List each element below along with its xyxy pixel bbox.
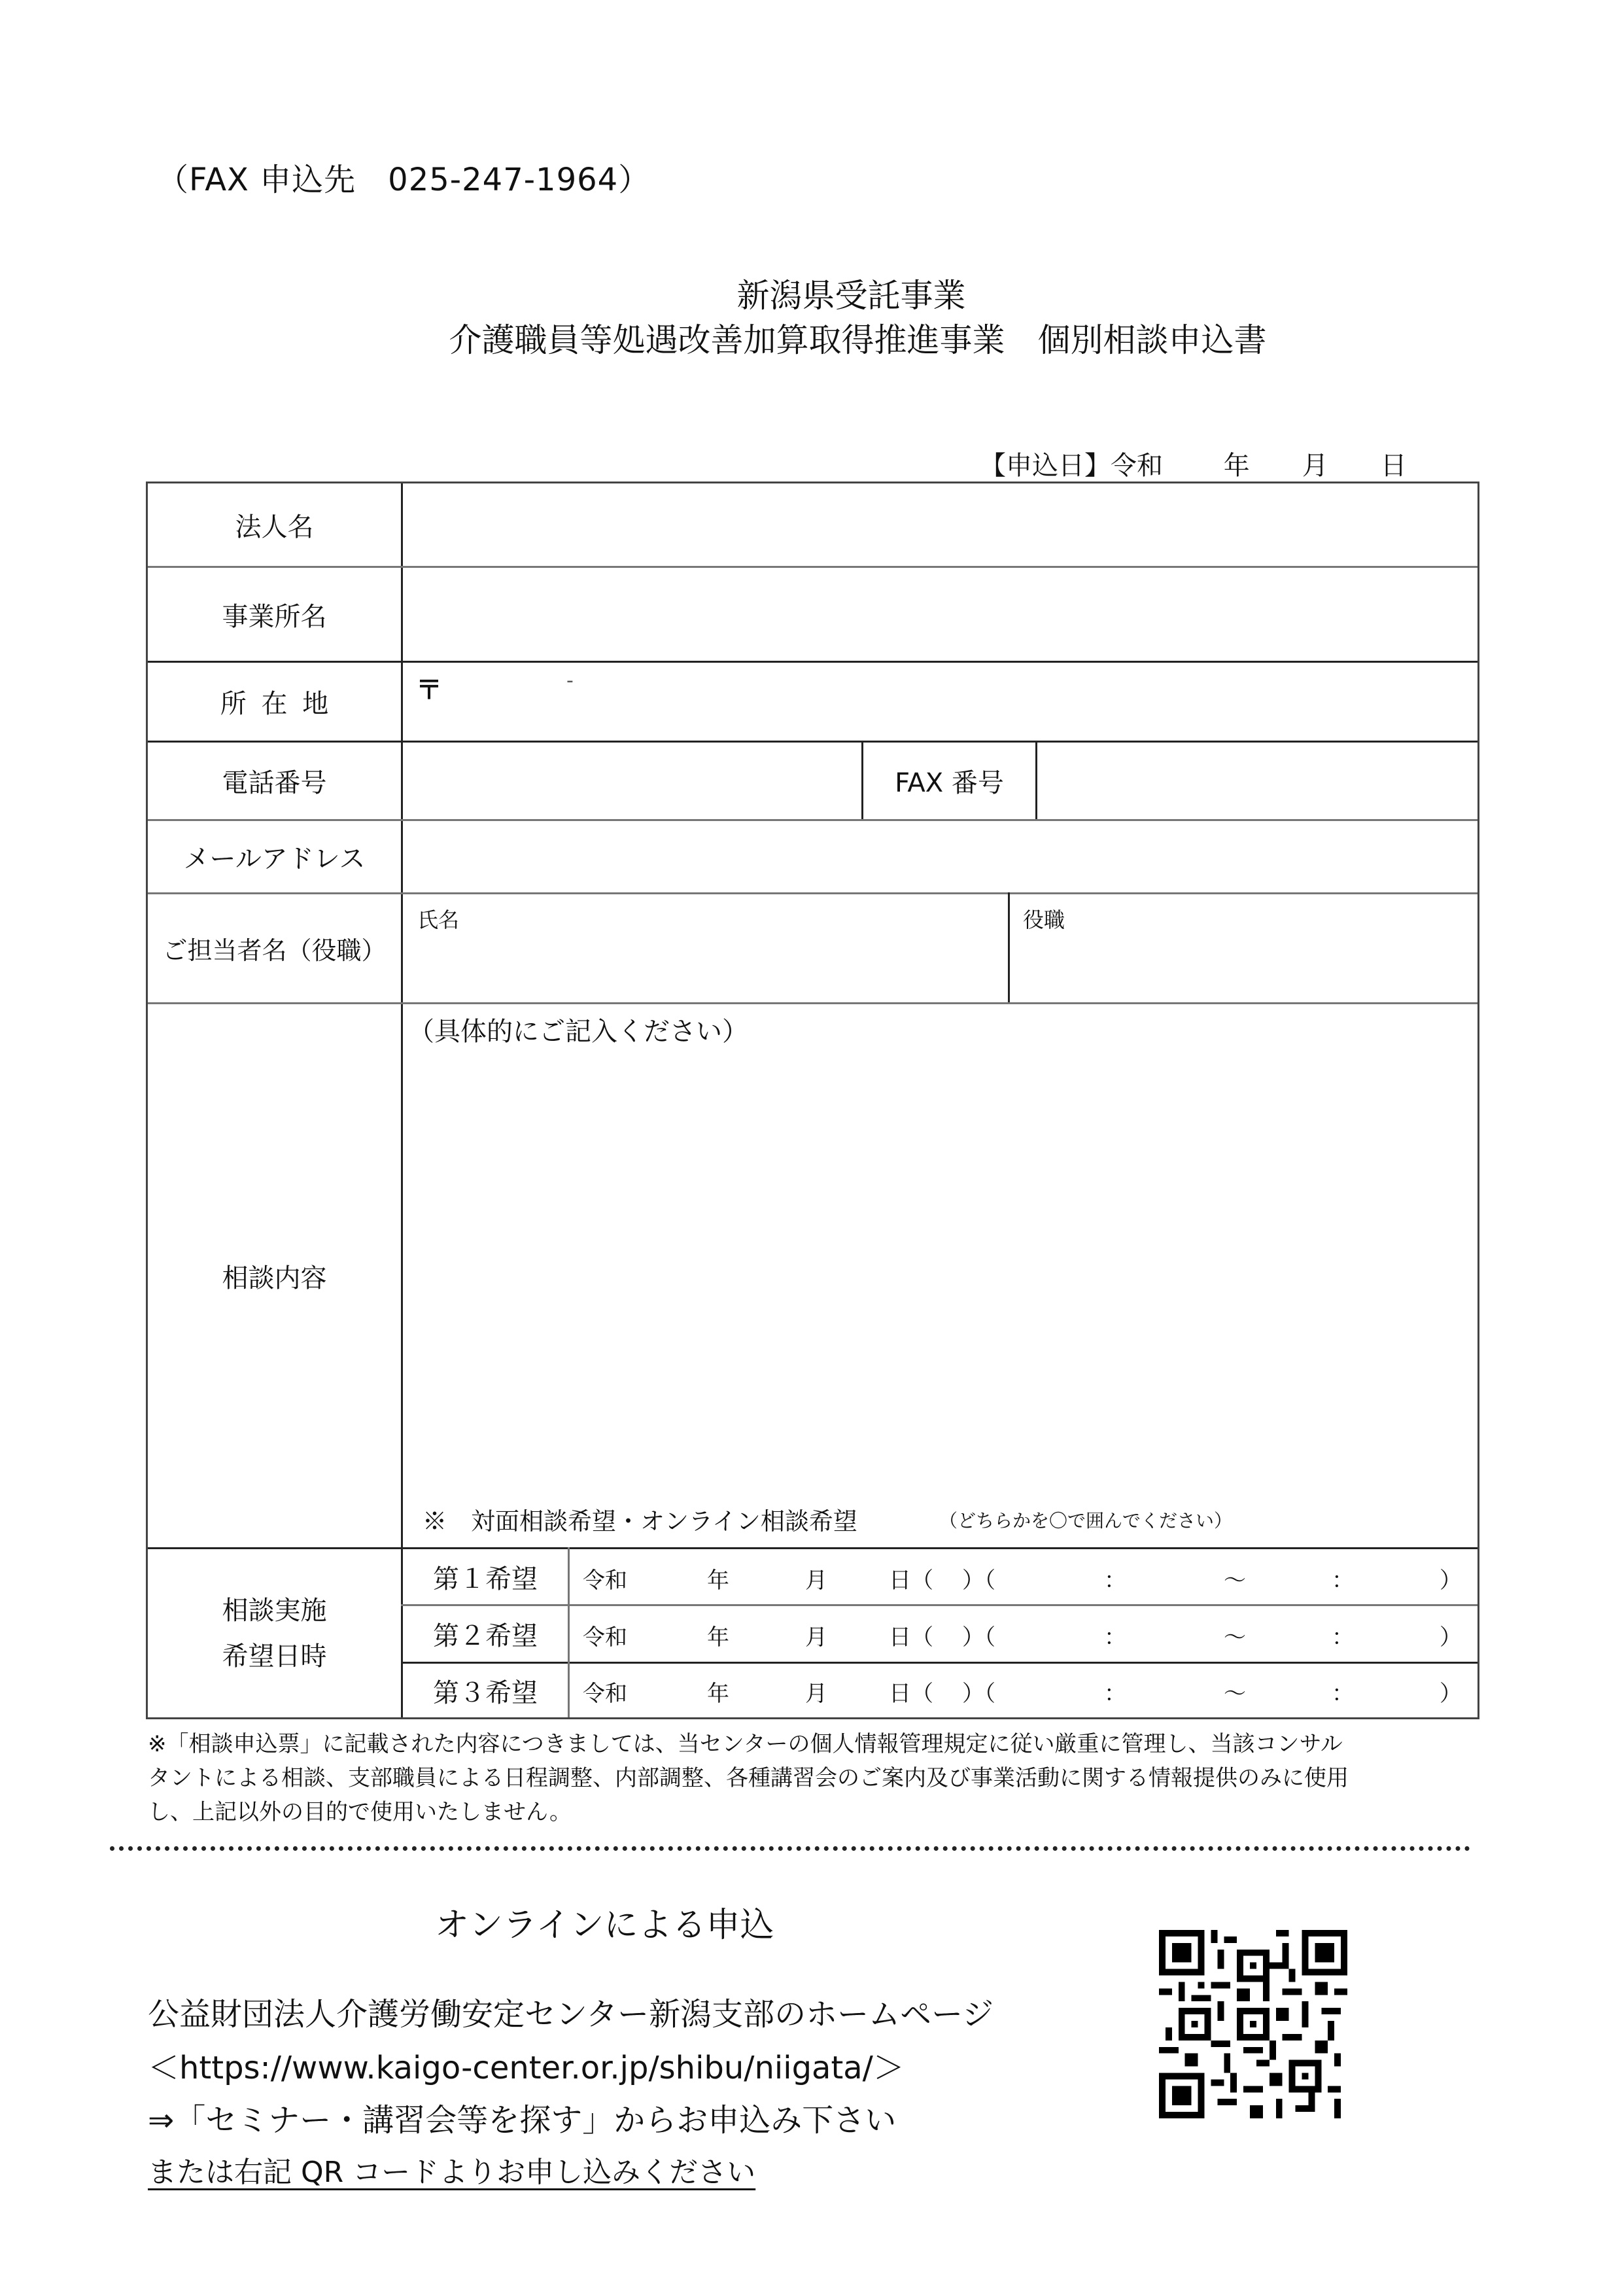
consultation-mode-instruction: （どちらかを〇で囲んでください） xyxy=(939,1510,1233,1532)
fax-destination: （FAX 申込先 025-247-1964） xyxy=(157,162,651,198)
label-preferred-dates xyxy=(148,1549,401,1717)
office-name-field[interactable] xyxy=(403,568,1477,661)
organization-homepage-label: 公益財団法人介護労働安定センター新潟支部のホームページ xyxy=(148,1996,994,2033)
choice-3-label: 第３希望 xyxy=(433,1677,538,1708)
close-paren: ） xyxy=(1440,1624,1462,1651)
range-tilde: ～ xyxy=(1224,1681,1246,1707)
privacy-note xyxy=(148,1727,1482,1829)
contact-name-field[interactable] xyxy=(403,894,1008,1002)
consultation-hint: （具体的にご記入ください） xyxy=(408,1017,748,1047)
label-phone: 電話番号 xyxy=(222,768,327,798)
day-label: 日（ xyxy=(889,1681,933,1707)
start-colon: ： xyxy=(1104,1624,1126,1651)
choice-2-label: 第２希望 xyxy=(433,1621,538,1651)
choice-1-datetime-field[interactable] xyxy=(570,1549,1477,1604)
page-title-line1: 新潟県受託事業 xyxy=(736,277,966,315)
postal-dash: - xyxy=(566,669,574,692)
apply-date-field[interactable]: 【申込日】令和 年 月 日 xyxy=(980,451,1407,481)
close-paren: ） xyxy=(1440,1681,1462,1707)
end-colon: ： xyxy=(1332,1624,1354,1651)
year-label: 年 xyxy=(707,1681,729,1707)
seminar-search-instruction: ⇒「セミナー・講習会等を探す」からお申込み下さい xyxy=(148,2102,897,2139)
application-form-table xyxy=(146,482,1479,1719)
privacy-note-line3: し、上記以外の目的で使用いたしません。 xyxy=(148,1799,572,1825)
start-colon: ： xyxy=(1104,1681,1126,1707)
address-field[interactable] xyxy=(403,663,1477,741)
end-colon: ： xyxy=(1332,1568,1354,1594)
choice-3-datetime-field[interactable] xyxy=(570,1664,1477,1717)
start-colon: ： xyxy=(1104,1568,1126,1594)
homepage-url-link[interactable]: ＜https://www.kaigo-center.or.jp/shibu/niigata/＞ xyxy=(148,2050,905,2086)
year-label: 年 xyxy=(707,1568,729,1594)
year-label: 年 xyxy=(707,1624,729,1651)
dotted-divider xyxy=(110,1846,1470,1851)
label-consultation: 相談内容 xyxy=(222,1263,327,1293)
fax-field[interactable] xyxy=(1037,743,1477,819)
weekday-close: ）（ xyxy=(962,1681,995,1707)
weekday-close: ）（ xyxy=(962,1624,995,1651)
qr-code-icon[interactable] xyxy=(1159,1930,1347,2118)
label-email: メールアドレス xyxy=(183,844,366,874)
month-label: 月 xyxy=(805,1624,827,1651)
online-application-title: オンラインによる申込 xyxy=(435,1906,774,1945)
era-label: 令和 xyxy=(583,1681,627,1707)
privacy-note-line1: ※「相談申込票」に記載された内容につきましては、当センターの個人情報管理規定に従い厳重に管理し、当該コンサル xyxy=(148,1731,1343,1757)
label-preferred-dates-line1: 相談実施 xyxy=(222,1595,327,1626)
month-label: 月 xyxy=(805,1681,827,1707)
close-paren: ） xyxy=(1440,1568,1462,1594)
label-office-name: 事業所名 xyxy=(222,601,327,632)
era-label: 令和 xyxy=(583,1568,627,1594)
month-label: 月 xyxy=(805,1568,827,1594)
contact-position-field[interactable] xyxy=(1010,894,1477,1002)
label-contact-person: ご担当者名（役職） xyxy=(162,936,387,965)
label-preferred-dates-line2: 希望日時 xyxy=(222,1641,327,1672)
consultation-mode-note[interactable]: ※ 対面相談希望・オンライン相談希望 xyxy=(423,1507,857,1535)
label-address: 所 在 地 xyxy=(220,689,329,719)
label-fax: FAX 番号 xyxy=(895,768,1004,798)
range-tilde: ～ xyxy=(1224,1568,1246,1594)
page-title-line2: 介護職員等処遇改善加算取得推進事業 個別相談申込書 xyxy=(449,321,1267,359)
phone-field[interactable] xyxy=(403,743,861,819)
email-field[interactable] xyxy=(403,821,1477,892)
privacy-note-line2: タントによる相談、支部職員による日程調整、内部調整、各種講習会のご案内及び事業活動に関する情報提供のみに使用 xyxy=(148,1765,1349,1791)
contact-position-label: 役職 xyxy=(1023,907,1065,932)
end-colon: ： xyxy=(1332,1681,1354,1707)
label-corporation-name: 法人名 xyxy=(235,512,314,542)
choice-1-label: 第１希望 xyxy=(433,1564,538,1594)
weekday-close: ）（ xyxy=(962,1568,995,1594)
day-label: 日（ xyxy=(889,1568,933,1594)
postal-mark-icon: 〒 xyxy=(416,675,442,705)
contact-name-label: 氏名 xyxy=(417,907,460,932)
day-label: 日（ xyxy=(889,1624,933,1651)
era-label: 令和 xyxy=(583,1624,627,1651)
range-tilde: ～ xyxy=(1224,1624,1246,1651)
corporation-name-field[interactable] xyxy=(403,483,1477,566)
qr-code-note: または右記 QR コードよりお申し込みください xyxy=(148,2156,756,2189)
choice-2-datetime-field[interactable] xyxy=(570,1606,1477,1662)
consultation-content-field[interactable] xyxy=(403,1004,1477,1547)
